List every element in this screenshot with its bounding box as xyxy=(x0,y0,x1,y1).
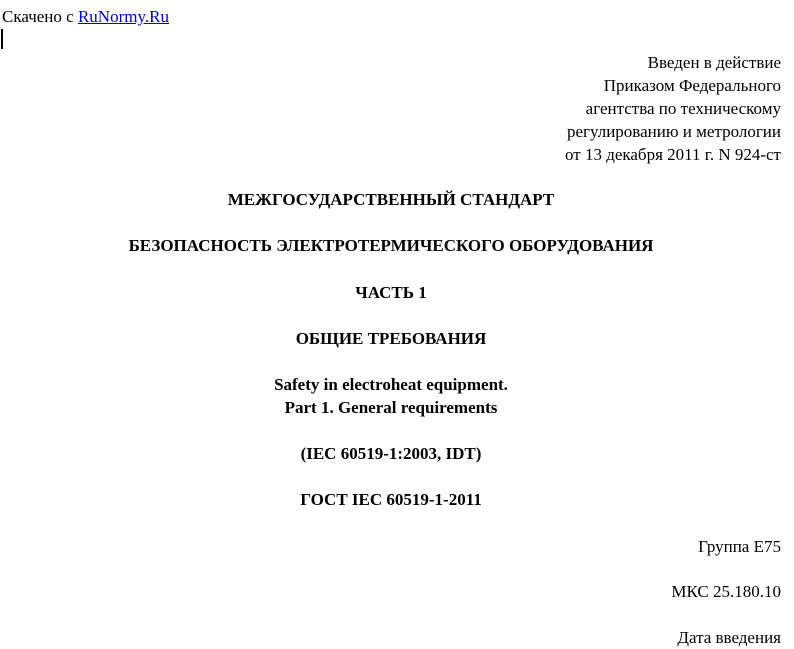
enactment-block xyxy=(361,51,781,166)
download-source-line xyxy=(2,5,169,28)
enactment-line: агентства по техническому xyxy=(585,99,781,118)
mks-code: МКС 25.180.10 xyxy=(671,582,781,601)
intro-date-label: Дата введения xyxy=(677,628,781,647)
group-code: Группа E75 xyxy=(698,537,781,556)
english-title-line-1: Safety in electroheat equipment. xyxy=(274,375,508,394)
standard-type-heading: МЕЖГОСУДАРСТВЕННЫЙ СТАНДАРТ xyxy=(227,190,555,209)
main-title-heading: БЕЗОПАСНОСТЬ ЭЛЕКТРОТЕРМИЧЕСКОГО ОБОРУДОВАНИЯ xyxy=(128,236,654,255)
enactment-line: Введен в действие xyxy=(647,53,781,72)
enactment-line: от 13 декабря 2011 г. N 924-ст xyxy=(564,145,781,164)
download-prefix: Скачено с xyxy=(2,7,78,26)
iec-reference: (IEC 60519-1:2003, IDT) xyxy=(300,444,482,463)
runormy-link[interactable]: RuNormy.Ru xyxy=(77,7,169,26)
subtitle-heading: ОБЩИЕ ТРЕБОВАНИЯ xyxy=(295,329,487,348)
part-heading: ЧАСТЬ 1 xyxy=(355,283,427,302)
text-cursor xyxy=(1,29,3,49)
enactment-line: регулированию и метрологии xyxy=(566,122,781,141)
english-title-line-2: Part 1. General requirements xyxy=(284,398,498,417)
gost-number: ГОСТ IEC 60519-1-2011 xyxy=(300,490,482,509)
enactment-line: Приказом Федерального xyxy=(603,76,781,95)
